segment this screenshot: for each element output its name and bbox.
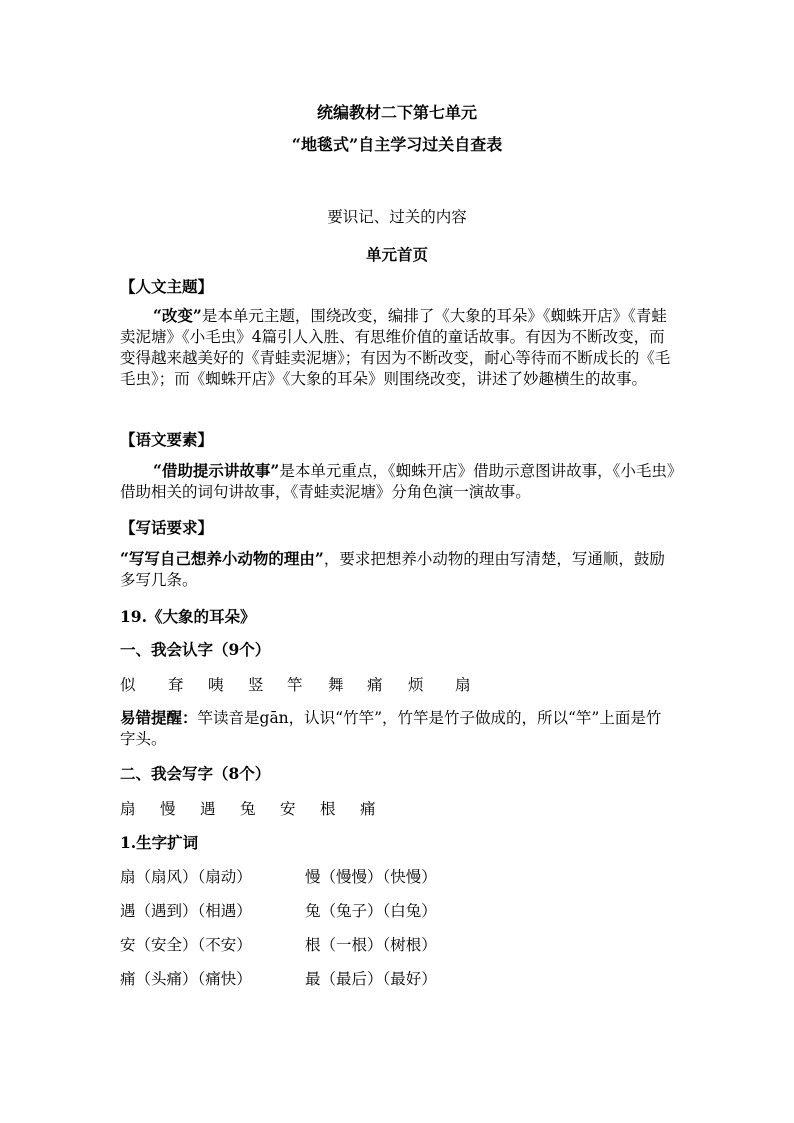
doc-title: 统编教材二下第七单元 — [316, 103, 477, 122]
expand-entry: 最（最后）（最好） — [305, 970, 437, 988]
recognize-char: 似 — [120, 676, 136, 694]
writing-body: ，要求把想养小动物的理由写清楚，写通顺，鼓励多写几条。 — [120, 550, 665, 589]
expand-entry: 兔（兔子）（白兔） — [305, 902, 437, 920]
language-lead: “借助提示讲故事” — [153, 461, 280, 480]
expand-heading: 1.生字扩词 — [120, 833, 199, 852]
recognize-heading: 一、我会认字（9个） — [120, 640, 271, 659]
writing-heading: 【写话要求】 — [120, 518, 214, 537]
tip-paragraph — [120, 707, 676, 750]
theme-body: 是本单元主题，围绕改变，编排了《大象的耳朵》《蜘蛛开店》《青蛙卖泥塘》《小毛虫》4篇引人入胜、有思维价值的童话故事。有因为不断改变，而变得越来越美好的《青蛙卖泥塘》；有因为不断改变，耐心等待而不断成长的《毛毛虫》；而《蜘蛛开店》《大象的耳朵》则围绕改变，讲述了妙趣横生的故事。 — [120, 307, 671, 388]
recognize-char: 竖 — [248, 676, 264, 694]
tip-label: 易错提醒： — [120, 708, 198, 727]
tip-body: 竿读音是gān，认识“竹竿”，竹竿是竹子做成的，所以“竿”上面是竹字头。 — [120, 709, 662, 748]
section-title: 单元首页 — [365, 245, 428, 264]
expand-entry: 痛（头痛）（痛快） — [120, 970, 252, 988]
language-heading: 【语文要素】 — [120, 430, 214, 449]
expand-entry: 根（一根）（树根） — [305, 936, 437, 954]
write-char: 扇 — [120, 800, 136, 818]
content-caption: 要识记、过关的内容 — [327, 208, 467, 226]
write-char: 安 — [280, 800, 296, 818]
lesson-title: 19.《大象的耳朵》 — [120, 607, 256, 626]
recognize-char: 烦 — [408, 676, 424, 694]
write-char: 遇 — [200, 800, 216, 818]
language-body: 是本单元重点，《蜘蛛开店》借助示意图讲故事，《小毛虫》借助相关的词句讲故事，《青蛙卖泥塘》分角色演一演故事。 — [120, 462, 675, 501]
recognize-char: 竿 — [287, 676, 303, 694]
expand-entry: 安（安全）（不安） — [120, 936, 252, 954]
write-char: 慢 — [160, 800, 176, 818]
expand-entry: 遇（遇到）（相遇） — [120, 902, 252, 920]
recognize-char: 舞 — [328, 676, 344, 694]
recognize-char: 咦 — [208, 676, 224, 694]
write-char: 痛 — [360, 800, 376, 818]
write-heading: 二、我会写字（8个） — [120, 764, 271, 783]
doc-subtitle: “地毯式”自主学习过关自查表 — [291, 135, 503, 154]
writing-paragraph — [120, 548, 676, 591]
expand-entry: 扇（扇风）（扇动） — [120, 868, 252, 886]
recognize-char: 耷 — [168, 676, 184, 694]
write-char: 根 — [320, 800, 336, 818]
recognize-char: 痛 — [367, 676, 383, 694]
theme-heading: 【人文主题】 — [120, 277, 214, 296]
theme-lead: “改变” — [153, 306, 202, 325]
recognize-char: 扇 — [455, 676, 471, 694]
theme-paragraph — [120, 305, 676, 390]
write-char: 兔 — [240, 800, 256, 818]
language-paragraph — [120, 460, 676, 503]
expand-entry: 慢（慢慢）（快慢） — [305, 868, 437, 886]
writing-lead: “写写自己想养小动物的理由” — [120, 549, 324, 568]
